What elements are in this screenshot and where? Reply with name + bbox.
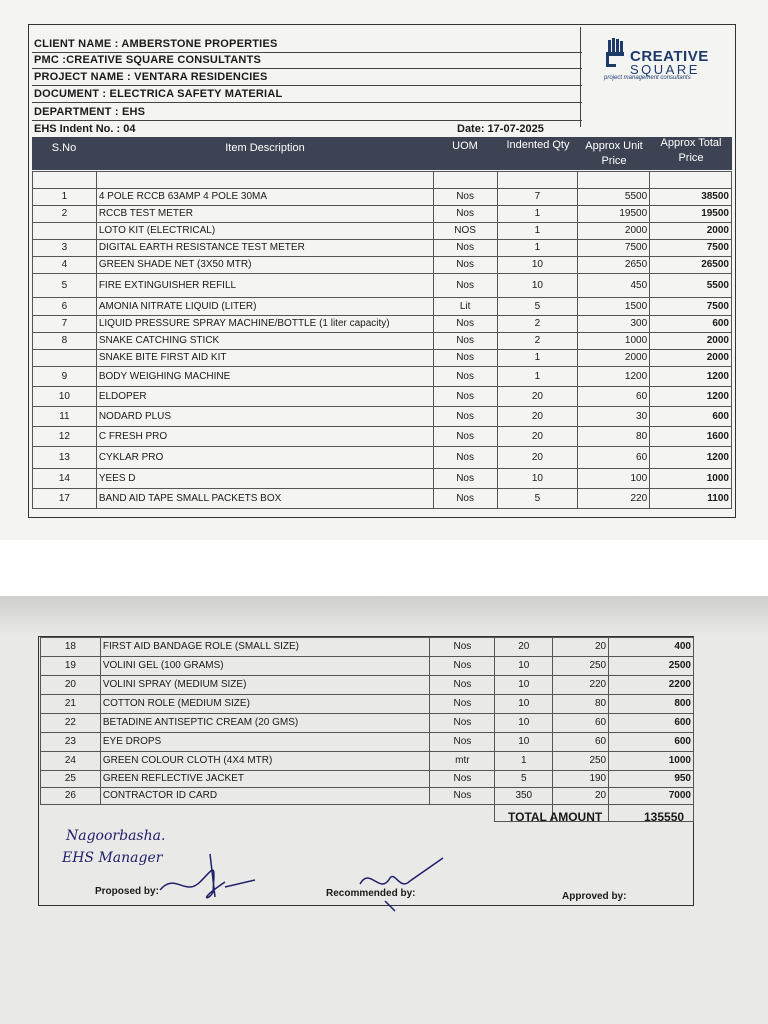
table-row: [41, 638, 694, 657]
row-total-price: 38500: [650, 189, 732, 206]
row-total-price: 400: [609, 638, 694, 657]
row-description: BODY WEIGHING MACHINE: [96, 367, 433, 387]
table-row: [41, 733, 694, 752]
row-uom: Nos: [430, 771, 495, 788]
row-uom: Nos: [430, 714, 495, 733]
proposed-by-label: Proposed by:: [95, 886, 159, 897]
row-qty: 20: [497, 447, 578, 469]
row-uom: NOS: [433, 223, 497, 240]
row-total-price: 1100: [650, 489, 732, 509]
row-description: ELDOPER: [96, 387, 433, 407]
row-qty: 2: [497, 333, 578, 350]
items-table-2: [40, 637, 694, 822]
row-unit-price: 220: [553, 676, 609, 695]
row-total-price: 600: [650, 407, 732, 427]
row-total-price: 5500: [650, 274, 732, 298]
row-unit-price: 5500: [578, 189, 650, 206]
row-qty: 10: [495, 714, 553, 733]
proposer-name: Nagoorbasha.: [66, 828, 166, 844]
indent-date: Date: 17-07-2025: [457, 123, 544, 135]
row-sno: 26: [41, 788, 101, 805]
table-row: [33, 427, 732, 447]
row-unit-price: 19500: [578, 206, 650, 223]
row-unit-price: 2000: [578, 223, 650, 240]
row-unit-price: 7500: [578, 240, 650, 257]
table-row: [33, 298, 732, 316]
row-description: BAND AID TAPE SMALL PACKETS BOX: [96, 489, 433, 509]
row-qty: 5: [495, 771, 553, 788]
table-row: [33, 257, 732, 274]
row-sno: 25: [41, 771, 101, 788]
row-description: NODARD PLUS: [96, 407, 433, 427]
row-uom: Nos: [433, 350, 497, 367]
row-sno: 23: [41, 733, 101, 752]
table-row: [41, 771, 694, 788]
row-description: LOTO KIT (ELECTRICAL): [96, 223, 433, 240]
row-uom: Nos: [430, 657, 495, 676]
row-qty: 10: [495, 676, 553, 695]
row-description: VOLINI SPRAY (MEDIUM SIZE): [100, 676, 430, 695]
row-unit-price: 450: [578, 274, 650, 298]
row-uom: Nos: [433, 427, 497, 447]
row-sno: 24: [41, 752, 101, 771]
row-description: COTTON ROLE (MEDIUM SIZE): [100, 695, 430, 714]
row-qty: 20: [495, 638, 553, 657]
table-row: [41, 752, 694, 771]
row-description: AMONIA NITRATE LIQUID (LITER): [96, 298, 433, 316]
table-row: [33, 350, 732, 367]
row-description: SNAKE BITE FIRST AID KIT: [96, 350, 433, 367]
row-total-price: 2500: [609, 657, 694, 676]
department-name: DEPARTMENT : EHS: [32, 104, 582, 121]
row-sno: 20: [41, 676, 101, 695]
row-unit-price: 1200: [578, 367, 650, 387]
row-unit-price: 2650: [578, 257, 650, 274]
recommender-signature: [355, 856, 450, 916]
row-qty: 10: [497, 257, 578, 274]
row-qty: 1: [497, 350, 578, 367]
logo-text-creative: CREATIVE: [630, 48, 709, 65]
row-total-price: 2000: [650, 333, 732, 350]
row-sno: 9: [33, 367, 97, 387]
row-qty: 1: [497, 223, 578, 240]
row-total-price: 1200: [650, 387, 732, 407]
row-qty: 2: [497, 316, 578, 333]
row-qty: 20: [497, 407, 578, 427]
row-description: LIQUID PRESSURE SPRAY MACHINE/BOTTLE (1 liter capacity): [96, 316, 433, 333]
row-description: VOLINI GEL (100 GRAMS): [100, 657, 430, 676]
row-total-price: 26500: [650, 257, 732, 274]
table-row: [33, 189, 732, 206]
row-unit-price: 220: [578, 489, 650, 509]
row-description: FIRE EXTINGUISHER REFILL: [96, 274, 433, 298]
row-description: RCCB TEST METER: [96, 206, 433, 223]
row-total-price: 600: [650, 316, 732, 333]
row-description: CYKLAR PRO: [96, 447, 433, 469]
row-uom: Nos: [433, 206, 497, 223]
row-total-price: 950: [609, 771, 694, 788]
row-uom: Nos: [433, 316, 497, 333]
row-unit-price: 190: [553, 771, 609, 788]
table-row: [33, 387, 732, 407]
row-sno: 2: [33, 206, 97, 223]
row-uom: Nos: [430, 733, 495, 752]
col-unit-price: Approx Unit Price: [585, 140, 643, 167]
row-sno: 7: [33, 316, 97, 333]
total-amount-value: 135550: [644, 810, 685, 824]
row-description: GREEN REFLECTIVE JACKET: [100, 771, 430, 788]
row-uom: Nos: [430, 638, 495, 657]
client-name: CLIENT NAME : AMBERSTONE PROPERTIES: [32, 36, 582, 53]
row-description: GREEN COLOUR CLOTH (4X4 MTR): [100, 752, 430, 771]
row-qty: 10: [497, 274, 578, 298]
row-sno: 18: [41, 638, 101, 657]
logo-hand-icon: [604, 38, 626, 68]
row-total-price: 19500: [650, 206, 732, 223]
row-sno: [33, 350, 97, 367]
row-uom: Nos: [433, 447, 497, 469]
row-uom: Nos: [433, 257, 497, 274]
row-uom: Nos: [433, 274, 497, 298]
row-sno: 11: [33, 407, 97, 427]
row-qty: 20: [497, 427, 578, 447]
row-qty: 5: [497, 489, 578, 509]
row-unit-price: 1000: [578, 333, 650, 350]
row-uom: Lit: [433, 298, 497, 316]
row-unit-price: 20: [553, 638, 609, 657]
row-uom: Nos: [433, 367, 497, 387]
row-sno: 21: [41, 695, 101, 714]
table-row: [41, 788, 694, 805]
row-uom: Nos: [433, 407, 497, 427]
project-name: PROJECT NAME : VENTARA RESIDENCIES: [32, 69, 582, 86]
row-qty: 1: [495, 752, 553, 771]
table-row: [33, 447, 732, 469]
row-unit-price: 1500: [578, 298, 650, 316]
table-row: [33, 333, 732, 350]
row-description: FIRST AID BANDAGE ROLE (SMALL SIZE): [100, 638, 430, 657]
row-qty: 10: [497, 469, 578, 489]
row-description: BETADINE ANTISEPTIC CREAM (20 GMS): [100, 714, 430, 733]
table-row: [33, 489, 732, 509]
row-description: YEES D: [96, 469, 433, 489]
row-sno: 14: [33, 469, 97, 489]
row-description: GREEN SHADE NET (3X50 MTR): [96, 257, 433, 274]
table-row: [41, 657, 694, 676]
row-unit-price: 60: [553, 733, 609, 752]
row-sno: 4: [33, 257, 97, 274]
col-sno: S.No: [51, 142, 77, 154]
row-sno: 19: [41, 657, 101, 676]
pmc-name: PMC :CREATIVE SQUARE CONSULTANTS: [32, 52, 582, 69]
row-qty: 10: [495, 657, 553, 676]
row-uom: Nos: [433, 489, 497, 509]
row-uom: Nos: [433, 333, 497, 350]
row-total-price: 800: [609, 695, 694, 714]
row-qty: 5: [497, 298, 578, 316]
row-unit-price: 20: [553, 788, 609, 805]
header-divider: [580, 27, 581, 127]
row-total-price: 600: [609, 714, 694, 733]
col-uom: UOM: [452, 140, 478, 152]
row-sno: 5: [33, 274, 97, 298]
row-sno: 10: [33, 387, 97, 407]
row-uom: Nos: [430, 788, 495, 805]
table-row: [33, 240, 732, 257]
row-qty: 1: [497, 206, 578, 223]
row-uom: Nos: [430, 695, 495, 714]
row-total-price: 1000: [650, 469, 732, 489]
indent-number: EHS Indent No. : 04: [34, 123, 136, 135]
page-gap: [0, 540, 768, 596]
creative-square-logo: [604, 38, 724, 88]
row-qty: 10: [495, 733, 553, 752]
row-sno: 12: [33, 427, 97, 447]
row-unit-price: 80: [553, 695, 609, 714]
row-total-price: 2000: [650, 350, 732, 367]
table-row: [33, 274, 732, 298]
table-row: [33, 367, 732, 387]
proposer-role: EHS Manager: [62, 850, 163, 866]
table-row: [33, 469, 732, 489]
table-row: [41, 714, 694, 733]
col-qty: Indented Qty: [506, 139, 570, 151]
row-sno: 13: [33, 447, 97, 469]
blank-row: [33, 172, 732, 189]
logo-tagline: project management consultants: [604, 75, 691, 81]
row-qty: 1: [497, 367, 578, 387]
row-unit-price: 250: [553, 657, 609, 676]
row-unit-price: 250: [553, 752, 609, 771]
row-uom: Nos: [433, 387, 497, 407]
row-sno: 17: [33, 489, 97, 509]
row-uom: mtr: [430, 752, 495, 771]
row-description: CONTRACTOR ID CARD: [100, 788, 430, 805]
row-sno: 6: [33, 298, 97, 316]
row-uom: Nos: [433, 189, 497, 206]
indent-row: [32, 121, 732, 137]
row-sno: 8: [33, 333, 97, 350]
row-unit-price: 60: [553, 714, 609, 733]
row-qty: 10: [495, 695, 553, 714]
row-unit-price: 80: [578, 427, 650, 447]
table-row: [33, 206, 732, 223]
row-total-price: 7000: [609, 788, 694, 805]
row-description: C FRESH PRO: [96, 427, 433, 447]
row-total-price: 2200: [609, 676, 694, 695]
row-description: 4 POLE RCCB 63AMP 4 POLE 30MA: [96, 189, 433, 206]
row-total-price: 7500: [650, 298, 732, 316]
table-row: [41, 676, 694, 695]
row-unit-price: 30: [578, 407, 650, 427]
approved-by-label: Approved by:: [562, 891, 627, 902]
row-total-price: 600: [609, 733, 694, 752]
row-qty: 350: [495, 788, 553, 805]
recommended-by-label: Recommended by:: [326, 888, 416, 899]
row-qty: 1: [497, 240, 578, 257]
row-total-price: 1200: [650, 367, 732, 387]
row-description: EYE DROPS: [100, 733, 430, 752]
logo-text-square: SQUARE: [630, 62, 700, 77]
document-name: DOCUMENT : ELECTRICA SAFETY MATERIAL: [32, 86, 582, 103]
row-description: DIGITAL EARTH RESISTANCE TEST METER: [96, 240, 433, 257]
row-sno: 1: [33, 189, 97, 206]
row-uom: Nos: [430, 676, 495, 695]
row-qty: 7: [497, 189, 578, 206]
row-unit-price: 60: [578, 447, 650, 469]
row-unit-price: 300: [578, 316, 650, 333]
row-uom: Nos: [433, 469, 497, 489]
row-unit-price: 2000: [578, 350, 650, 367]
row-total-price: 1200: [650, 447, 732, 469]
col-description: Item Description: [225, 142, 305, 154]
table-row: [41, 695, 694, 714]
row-total-price: 7500: [650, 240, 732, 257]
row-total-price: 2000: [650, 223, 732, 240]
table-row: [33, 407, 732, 427]
table-row: [33, 316, 732, 333]
proposer-signature: [155, 852, 265, 907]
row-sno: 3: [33, 240, 97, 257]
table-row: [33, 223, 732, 240]
row-qty: 20: [497, 387, 578, 407]
items-table-1: [32, 171, 732, 509]
col-total-price: Approx Total Price: [660, 137, 722, 164]
row-total-price: 1000: [609, 752, 694, 771]
row-uom: Nos: [433, 240, 497, 257]
row-unit-price: 100: [578, 469, 650, 489]
row-total-price: 1600: [650, 427, 732, 447]
table-header: [32, 137, 732, 170]
row-description: SNAKE CATCHING STICK: [96, 333, 433, 350]
row-sno: [33, 223, 97, 240]
row-unit-price: 60: [578, 387, 650, 407]
total-amount-label: TOTAL AMOUNT: [508, 810, 603, 824]
row-sno: 22: [41, 714, 101, 733]
